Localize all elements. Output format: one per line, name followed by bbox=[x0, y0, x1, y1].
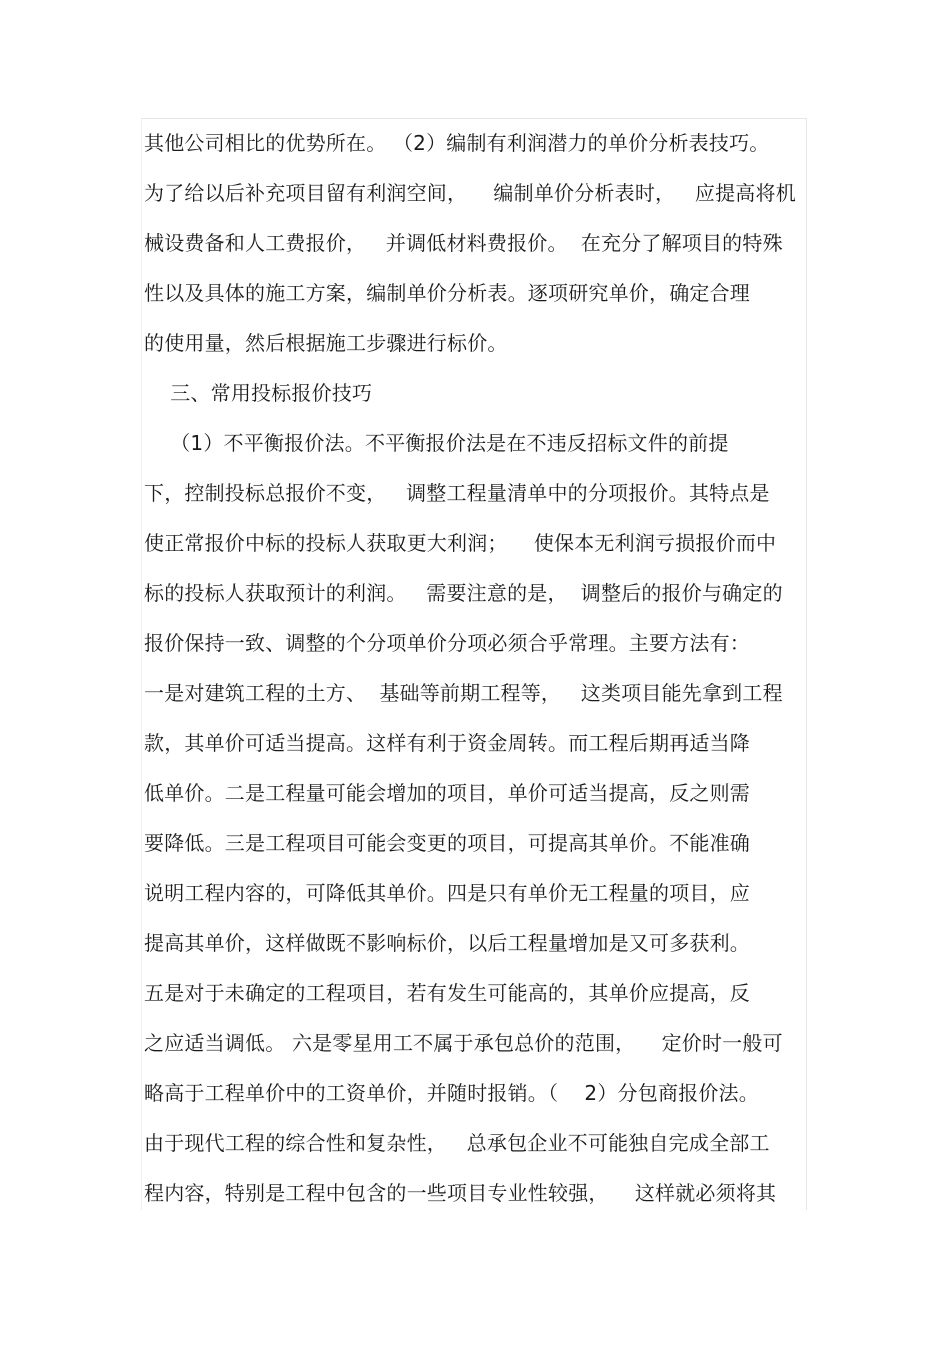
text-line: 程内容，特别是工程中包含的一些项目专业性较强， 这样就必须将其 bbox=[144, 1181, 777, 1205]
text-line: 其他公司相比的优势所在。 （2）编制有利润潜力的单价分析表技巧。 bbox=[144, 131, 770, 155]
text-line: （1）不平衡报价法。不平衡报价法是在不违反招标文件的前提 bbox=[144, 431, 729, 455]
text-line: 械设费备和人工费报价， 并调低材料费报价。 在充分了解项目的特殊 bbox=[144, 231, 783, 255]
text-line: 提高其单价，这样做既不影响标价，以后工程量增加是又可多获利。 bbox=[144, 931, 750, 955]
text-line: 为了给以后补充项目留有利润空间， 编制单价分析表时， 应提高将机 bbox=[144, 181, 796, 205]
text-line: 款，其单价可适当提高。这样有利于资金周转。而工程后期再适当降 bbox=[144, 731, 750, 755]
text-line: 五是对于未确定的工程项目，若有发生可能高的，其单价应提高，反 bbox=[144, 981, 750, 1005]
text-line: 标的投标人获取预计的利润。 需要注意的是， 调整后的报价与确定的 bbox=[144, 581, 783, 605]
section-heading: 三、常用投标报价技巧 bbox=[144, 381, 373, 405]
text-line: 的使用量，然后根据施工步骤进行标价。 bbox=[144, 331, 508, 355]
text-line: 由于现代工程的综合性和复杂性， 总承包企业不可能独自完成全部工 bbox=[144, 1131, 770, 1155]
text-line: 说明工程内容的，可降低其单价。四是只有单价无工程量的项目，应 bbox=[144, 881, 750, 905]
text-line: 一是对建筑工程的土方、 基础等前期工程等， 这类项目能先拿到工程 bbox=[144, 681, 783, 705]
text-line: 之应适当调低。 六是零星用工不属于承包总价的范围， 定价时一般可 bbox=[144, 1031, 783, 1055]
text-line: 下，控制投标总报价不变， 调整工程量清单中的分项报价。其特点是 bbox=[144, 481, 770, 505]
text-line: 性以及具体的施工方案，编制单价分析表。逐项研究单价，确定合理 bbox=[144, 281, 750, 305]
text-line: 报价保持一致、调整的个分项单价分项必须合乎常理。主要方法有： bbox=[144, 631, 750, 655]
text-line: 使正常报价中标的投标人获取更大利润； 使保本无利润亏损报价而中 bbox=[144, 531, 777, 555]
text-line: 低单价。二是工程量可能会增加的项目，单价可适当提高，反之则需 bbox=[144, 781, 750, 805]
text-line: 要降低。三是工程项目可能会变更的项目，可提高其单价。不能准确 bbox=[144, 831, 750, 855]
text-line: 略高于工程单价中的工资单价，并随时报销。（ 2）分包商报价法。 bbox=[144, 1081, 759, 1105]
document-body bbox=[144, 118, 804, 1218]
